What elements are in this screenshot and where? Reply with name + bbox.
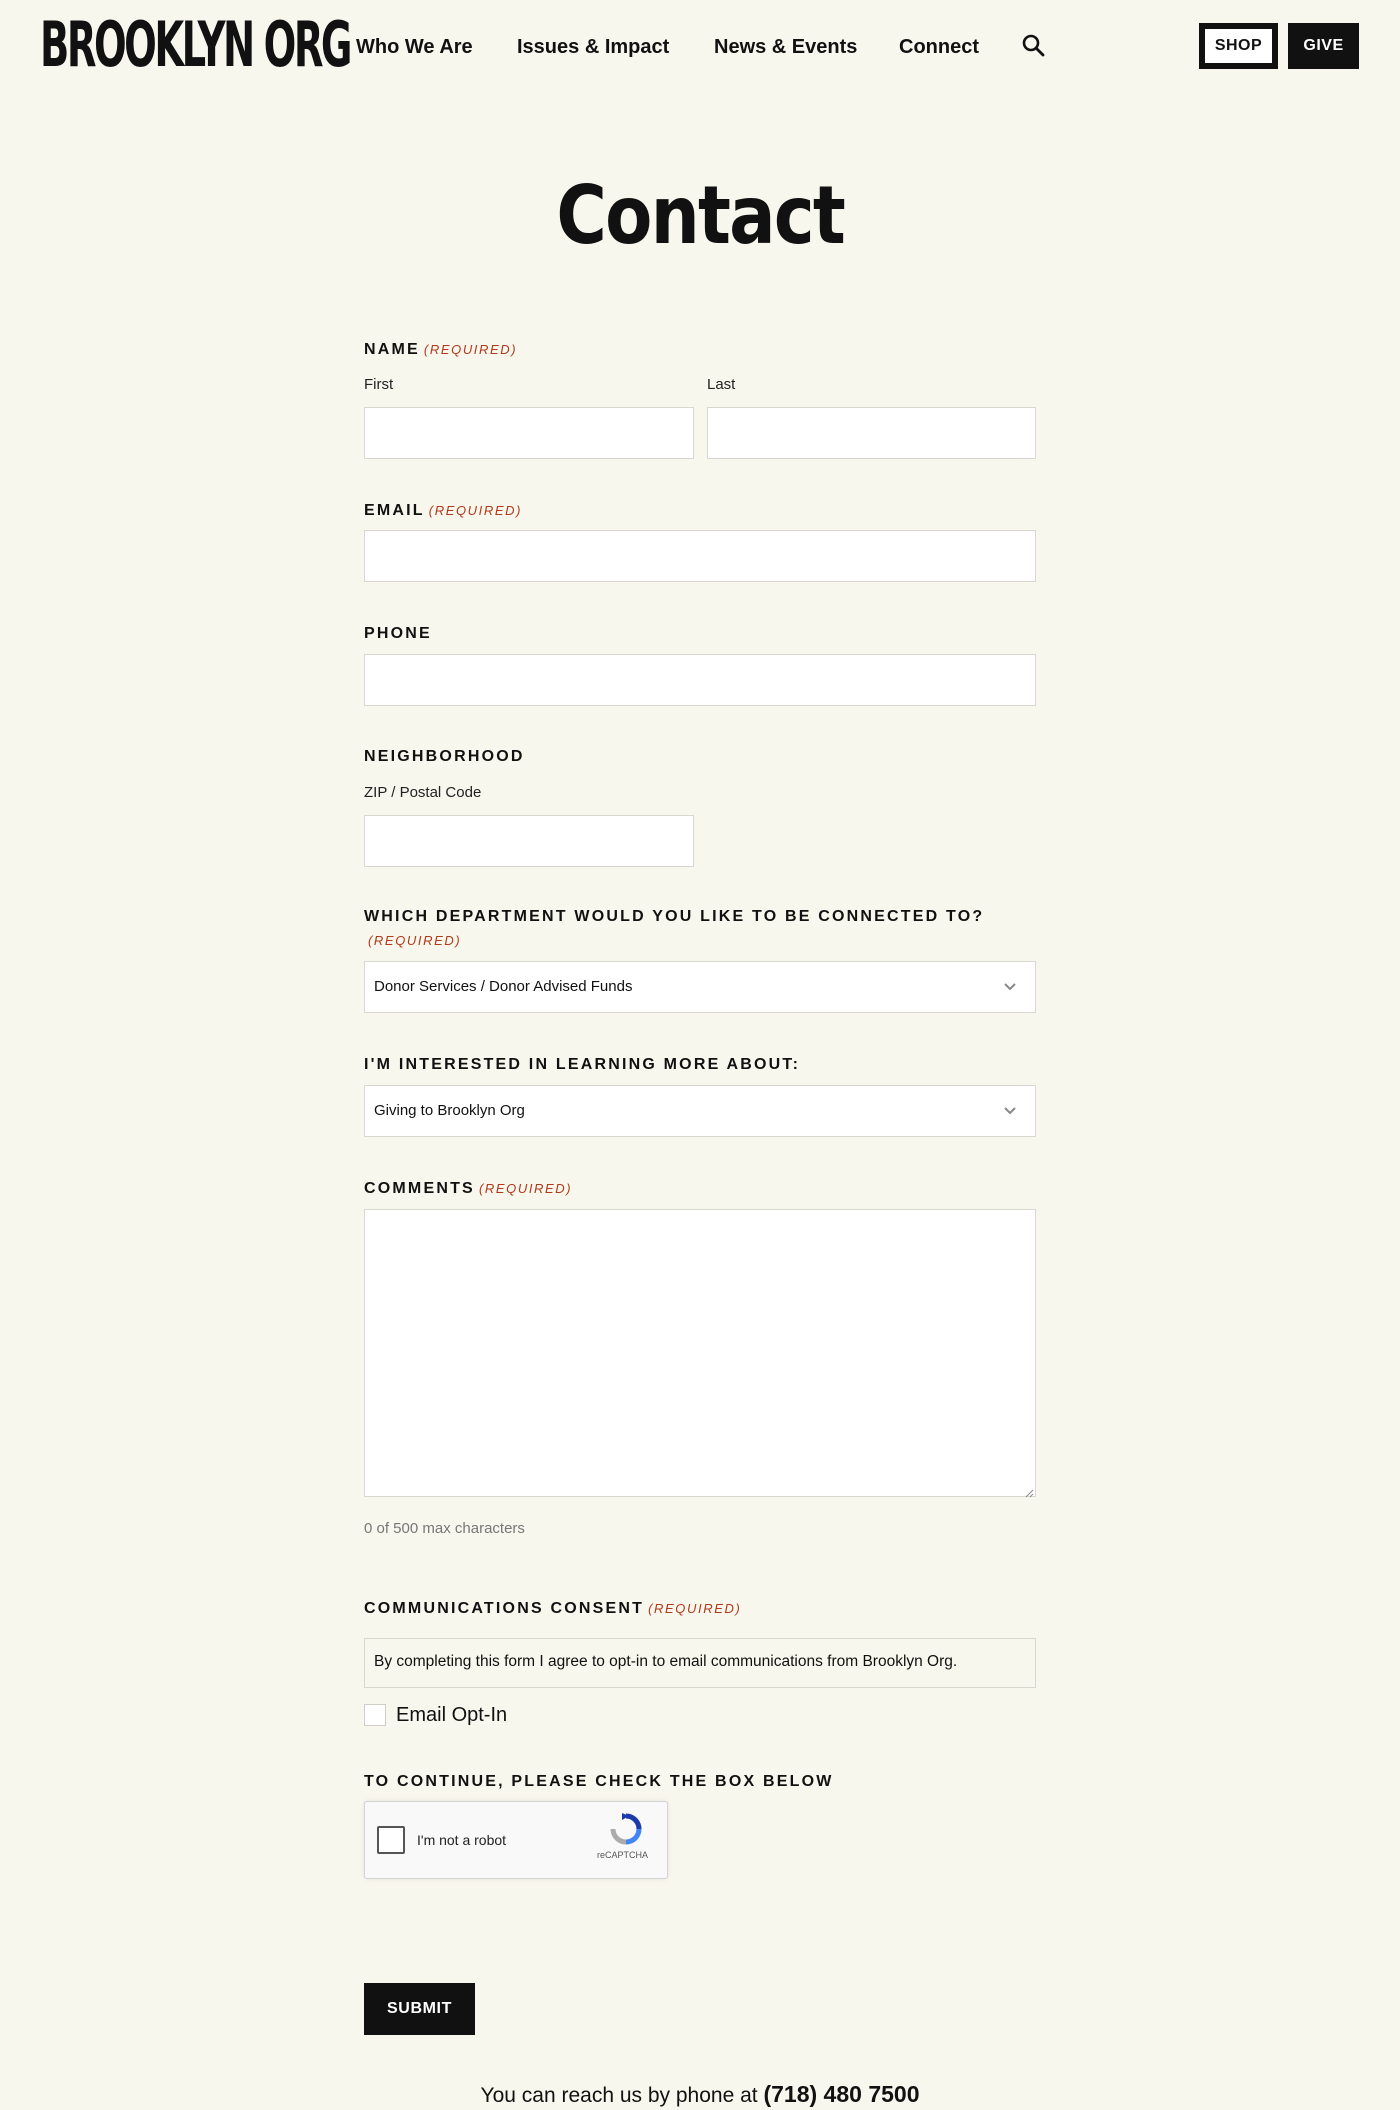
interest-select[interactable] (364, 1085, 1036, 1137)
last-name-label: Last (707, 376, 736, 393)
nav-who-we-are[interactable]: Who We Are (356, 36, 473, 58)
site-header (0, 0, 1400, 92)
zip-input[interactable] (364, 815, 694, 867)
interest-label: I'M INTERESTED IN LEARNING MORE ABOUT: (364, 1056, 801, 1073)
consent-label (364, 1598, 741, 1620)
character-counter: 0 of 500 max characters (364, 1520, 525, 1537)
consent-label-text: COMMUNICATIONS CONSENT (364, 1600, 645, 1617)
comments-label-text: COMMENTS (364, 1180, 475, 1197)
consent-text: By completing this form I agree to opt-in to email communications from Brooklyn Org. (364, 1638, 1036, 1688)
nav-issues-impact[interactable]: Issues & Impact (517, 36, 670, 58)
department-selected-value: Donor Services / Donor Advised Funds (374, 978, 633, 995)
page-title-text: Contact (556, 169, 844, 262)
email-label-text: EMAIL (364, 502, 425, 519)
last-name-input[interactable] (707, 407, 1036, 459)
page-title (0, 168, 1400, 264)
name-label-text: NAME (364, 341, 420, 358)
name-required-tag: (REQUIRED) (423, 342, 518, 357)
nav-news-events[interactable]: News & Events (714, 36, 858, 58)
email-required-tag: (REQUIRED) (428, 503, 523, 518)
phone-contact-line (0, 2080, 1400, 2110)
interest-selected-value: Giving to Brooklyn Org (374, 1102, 525, 1119)
first-name-input[interactable] (364, 407, 694, 459)
recaptcha-text: I'm not a robot (417, 1832, 507, 1848)
recaptcha-checkbox[interactable] (377, 1826, 405, 1854)
brooklyn-org-logo[interactable]: BROOKLYN ORG (40, 8, 351, 81)
captcha-label: TO CONTINUE, PLEASE CHECK THE BOX BELOW (364, 1773, 834, 1790)
resize-handle-icon[interactable] (1024, 1485, 1034, 1495)
neighborhood-label: NEIGHBORHOOD (364, 748, 525, 765)
search-icon[interactable] (1018, 30, 1050, 62)
phone-input[interactable] (364, 654, 1036, 706)
comments-textarea[interactable] (364, 1209, 1036, 1497)
email-opt-in-label[interactable]: Email Opt-In (396, 1704, 508, 1726)
submit-button[interactable]: SUBMIT (364, 1983, 475, 2035)
chevron-down-icon (1003, 1104, 1017, 1118)
department-select[interactable] (364, 961, 1036, 1013)
nav-connect[interactable]: Connect (899, 36, 979, 58)
comments-label (364, 1178, 572, 1200)
consent-required-tag: (REQUIRED) (648, 1601, 742, 1616)
recaptcha-logo-icon (609, 1812, 643, 1846)
recaptcha-brand: reCAPTCHA (597, 1850, 649, 1860)
chevron-down-icon (1003, 980, 1017, 994)
shop-button[interactable] (1199, 23, 1278, 69)
recaptcha-widget (364, 1801, 668, 1879)
phone-label: PHONE (364, 625, 432, 642)
department-required-line (364, 930, 461, 952)
zip-label: ZIP / Postal Code (364, 784, 482, 801)
shop-button-label: SHOP (1205, 29, 1272, 63)
email-opt-in-checkbox[interactable] (364, 1704, 386, 1726)
department-required-tag: (REQUIRED) (368, 933, 462, 948)
email-input[interactable] (364, 530, 1036, 582)
phone-number-link[interactable]: (718) 480 7500 (763, 2081, 920, 2107)
comments-required-tag: (REQUIRED) (478, 1181, 573, 1196)
phone-prefix: You can reach us by phone at (480, 2084, 758, 2107)
department-label: WHICH DEPARTMENT WOULD YOU LIKE TO BE CONNECTED TO? (364, 908, 985, 925)
give-button[interactable]: GIVE (1288, 23, 1359, 69)
name-label (364, 339, 517, 361)
email-label (364, 500, 522, 522)
first-name-label: First (364, 376, 394, 393)
